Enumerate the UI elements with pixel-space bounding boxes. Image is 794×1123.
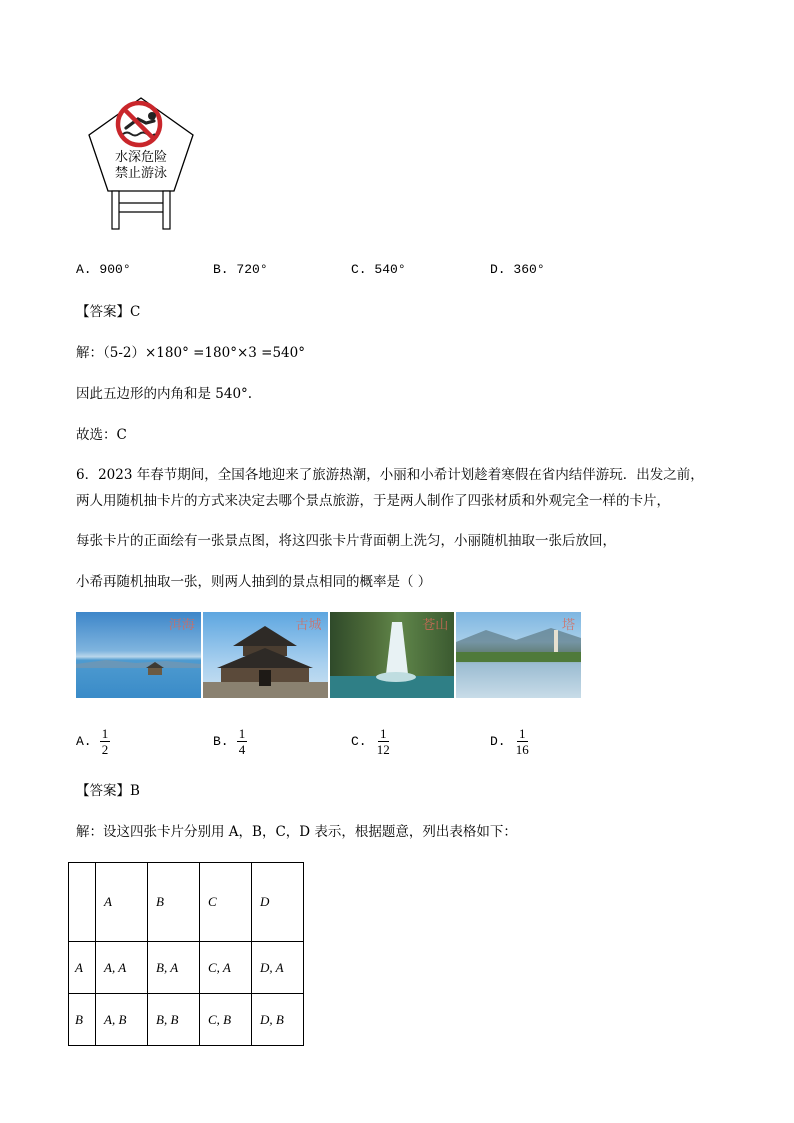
table-cell: D, A [252, 942, 304, 994]
table-cell: A, A [96, 942, 148, 994]
no-swimming-icon [118, 103, 160, 145]
photo-label-pagoda: 塔 [561, 618, 575, 633]
q6-option-c: C. $\frac{1}{12}$ [351, 726, 390, 757]
table-cell: A [69, 942, 96, 994]
table-cell: B [148, 863, 200, 942]
q5-solution: 解：（5-2）×180° =180°×3 =540° [76, 345, 305, 361]
q6-answer: 【答案】B [76, 783, 140, 799]
photo-label-ancient-city: 古城 [295, 618, 322, 633]
table-cell: B, B [148, 994, 200, 1046]
scenic-photos [76, 612, 581, 698]
photo-pagoda-lake [456, 612, 581, 698]
sign-text-line1: 水深危险 [114, 150, 167, 165]
photo-label-waterfall: 苍山 [422, 618, 449, 633]
photo-erhai [76, 612, 201, 698]
q5-option-a: A. 900° [76, 262, 131, 277]
q6-solution: 解：设这四张卡片分别用 A，B，C，D 表示，根据题意，列出表格如下： [76, 824, 517, 840]
q5-option-c: C. 540° [351, 262, 406, 277]
table-cell: C, A [200, 942, 252, 994]
q5-option-b: B. 720° [213, 262, 268, 277]
table-header-row [69, 863, 304, 942]
table-row [69, 942, 304, 994]
q5-answer: 【答案】C [76, 304, 141, 320]
table-cell: C [200, 863, 252, 942]
table-cell: B [69, 994, 96, 1046]
q5-option-d: D. 360° [490, 262, 545, 277]
table-cell: A, B [96, 994, 148, 1046]
outcome-table [68, 862, 304, 1046]
q6-option-b: B. $\frac{1}{4}$ [213, 726, 246, 757]
table-cell: D, B [252, 994, 304, 1046]
photo-waterfall [330, 612, 455, 698]
q6-stem-line1: 6．2023 年春节期间，全国各地迎来了旅游热潮，小丽和小希计划趁着寒假在省内结伴游玩．出发之前， [76, 467, 704, 483]
no-swimming-sign [86, 95, 196, 235]
table-cell [69, 863, 96, 942]
photo-ancient-city [203, 612, 328, 698]
q6-stem-line2: 两人用随机抽卡片的方式来决定去哪个景点旅游，于是两人制作了四张材质和外观完全一样的卡片， [76, 493, 670, 509]
sign-text-line2: 禁止游泳 [114, 166, 167, 181]
q5-conclusion: 因此五边形的内角和是 540°. [76, 386, 253, 402]
q6-stem-line4: 小希再随机抽取一张，则两人抽到的景点相同的概率是（ ） [76, 574, 432, 590]
photo-label-erhai: 洱海 [168, 618, 195, 633]
table-cell: C, B [200, 994, 252, 1046]
q6-option-d: D. $\frac{1}{16}$ [490, 726, 529, 757]
table-cell: A [96, 863, 148, 942]
table-cell: D [252, 863, 304, 942]
q5-choice: 故选：C [76, 427, 127, 443]
table-cell: B, A [148, 942, 200, 994]
table-row [69, 994, 304, 1046]
q6-option-a: A. $\frac{1}{2}$ [76, 726, 109, 757]
q6-stem-line3: 每张卡片的正面绘有一张景点图，将这四张卡片背面朝上洗匀，小丽随机抽取一张后放回， [76, 533, 616, 549]
